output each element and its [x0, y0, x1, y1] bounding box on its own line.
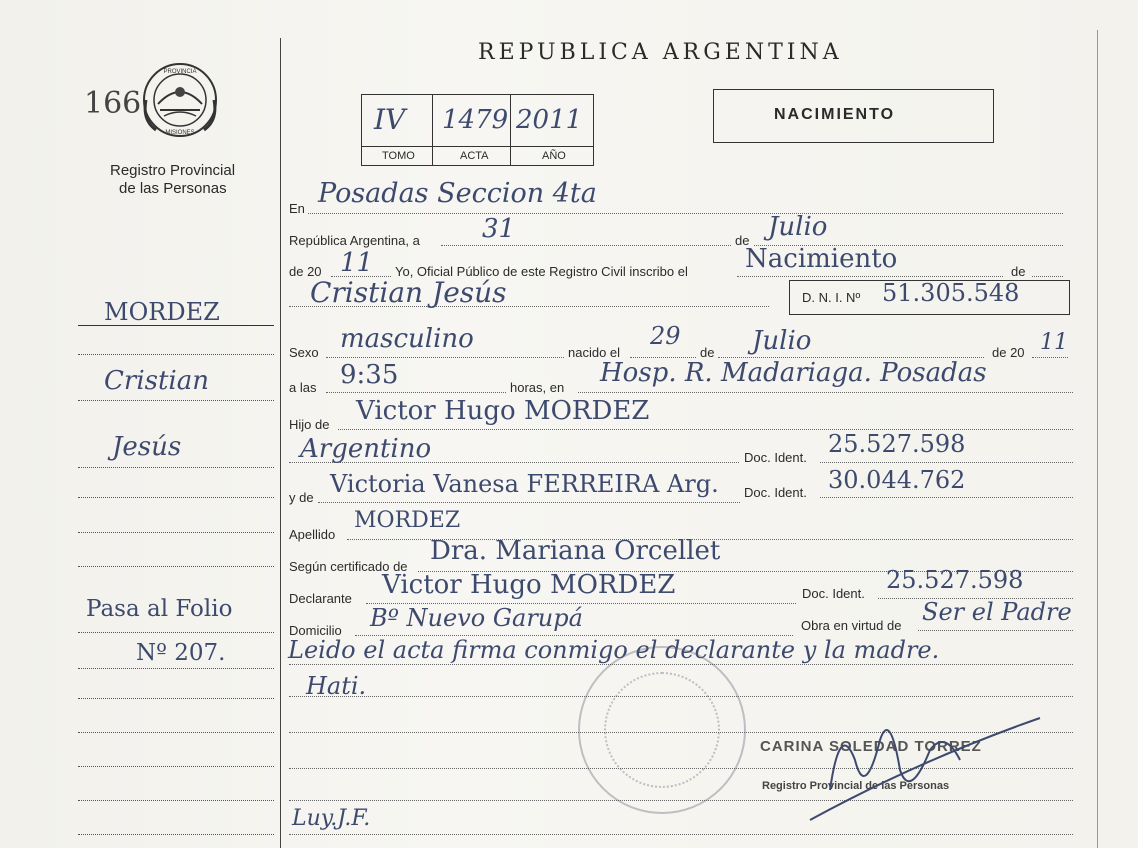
doc-label2: Doc. Ident.: [744, 485, 807, 500]
day-value: 31: [482, 214, 516, 244]
mother-doc: 30.044.762: [828, 466, 966, 494]
republica-label: República Argentina, a: [289, 233, 420, 248]
dni-value: 51.305.548: [882, 279, 1020, 307]
right-border: [1097, 30, 1098, 848]
registry-name-line2: de las Personas: [119, 180, 227, 197]
de-label: de: [735, 233, 750, 248]
hora-value: 9:35: [340, 360, 399, 390]
acta-label: ACTA: [460, 150, 489, 162]
en-label: En: [289, 201, 305, 216]
page-number: 166: [84, 86, 142, 121]
de20-label: de 20: [289, 264, 322, 279]
born-day: 29: [650, 322, 681, 350]
official-signature: [770, 700, 1070, 830]
seal-text-top: PROVINCIA: [163, 69, 197, 75]
margin-divider: [280, 38, 281, 848]
de20-label2: de 20: [992, 345, 1025, 360]
domicilio-value: Bº Nuevo Garupá: [370, 604, 583, 632]
year-value: 11: [340, 248, 374, 278]
father-doc: 25.527.598: [828, 430, 966, 458]
tomo-value: IV: [374, 103, 406, 136]
apellido-label: Apellido: [289, 527, 336, 542]
de-label3: de: [700, 345, 715, 360]
doc-label: Doc. Ident.: [744, 450, 807, 465]
segun-label: Según certificado de: [289, 559, 408, 574]
doc-label3: Doc. Ident.: [802, 586, 865, 601]
dni-box: [789, 280, 1070, 315]
de-label2: de: [1011, 264, 1026, 279]
act-type-box: [713, 89, 994, 143]
margin-note-line1: Pasa al Folio: [86, 596, 233, 622]
father-value: Victor Hugo MORDEZ: [356, 396, 650, 426]
mother-value: Victoria Vanesa FERREIRA Arg.: [330, 470, 719, 498]
domicilio-label: Domicilio: [289, 623, 342, 638]
declarante-value: Victor Hugo MORDEZ: [382, 570, 676, 600]
registry-name-line1: Registro Provincial: [110, 162, 236, 179]
horas-en-label: horas, en: [510, 380, 565, 395]
alas-label: a las: [289, 380, 317, 395]
margin-note-line2: Nº 207.: [136, 640, 226, 666]
apellido-value: MORDEZ: [354, 508, 461, 533]
official-name: CARINA SOLEDAD TORREZ: [760, 738, 982, 755]
month-value: Julio: [768, 212, 828, 242]
tomo-label: TOMO: [382, 150, 415, 162]
country-title: REPUBLICA ARGENTINA: [478, 40, 843, 65]
cert-value: Dra. Mariana Orcellet: [430, 536, 721, 566]
en-value: Posadas Seccion 4ta: [318, 178, 597, 209]
margin-surname: MORDEZ: [104, 298, 220, 326]
leido-value: Leido el acta firma conmigo el declarante y la madre.: [288, 636, 940, 664]
official-registry: Registro Provincial de las Personas: [762, 780, 950, 792]
margin-name2: Jesús: [112, 432, 182, 462]
footer-initials: Luy.J.F.: [292, 806, 371, 831]
sexo-label: Sexo: [289, 345, 319, 360]
anio-value: 2011: [516, 105, 583, 135]
anio-label: AÑO: [542, 150, 566, 162]
oficial-label: Yo, Oficial Público de este Registro Civil inscribo el: [395, 264, 688, 279]
declarante-label: Declarante: [289, 591, 352, 606]
sign-mark: Hati.: [306, 672, 367, 700]
sexo-value: masculino: [340, 324, 474, 354]
father-nationality: Argentino: [300, 434, 432, 464]
obra-label: Obra en virtud de: [801, 618, 902, 633]
obra-value: Ser el Padre: [922, 598, 1072, 626]
inscribo-value: Nacimiento: [745, 244, 898, 274]
province-seal-icon: [140, 60, 220, 140]
place-value: Hosp. R. Madariaga. Posadas: [600, 358, 987, 388]
dni-label: D. N. I. Nº: [802, 290, 861, 305]
yde-label: y de: [289, 490, 314, 505]
acta-box: [361, 94, 594, 166]
official-stamp-inner: [604, 672, 720, 788]
born-year: 11: [1040, 330, 1068, 355]
seal-text-bottom: MISIONES: [165, 130, 195, 136]
hijo-label: Hijo de: [289, 417, 330, 432]
margin-name1: Cristian: [104, 366, 209, 396]
acta-value: 1479: [442, 105, 509, 135]
born-month: Julio: [752, 326, 812, 356]
fullname-value: Cristian Jesús: [310, 276, 507, 309]
declarante-doc: 25.527.598: [886, 566, 1024, 594]
act-type: NACIMIENTO: [774, 106, 896, 123]
nacido-label: nacido el: [568, 345, 621, 360]
